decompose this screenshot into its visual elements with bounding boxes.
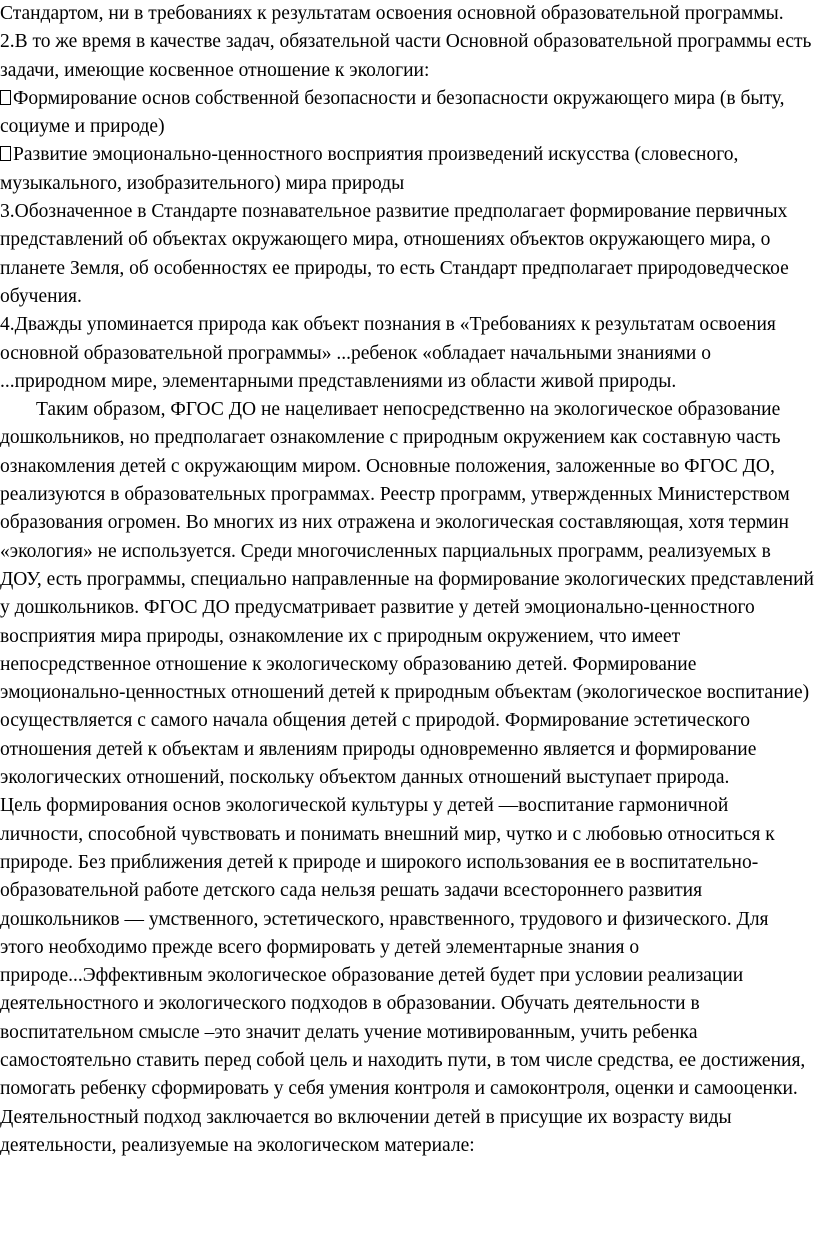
missing-glyph-bullet-icon [0, 146, 11, 161]
paragraph-conclusion: Таким образом, ФГОС ДО не нацеливает непосредственно на экологическое образование дошкольников, но предполагает ознакомление с природным окружением как составную часть ознакомления детей с окружающим миром. Основные положения, заложенные во ФГОС ДО, реализуются в образовательных программах. Реестр программ, утвержденных Министерством образования огромен. Во многих из них отражена и экологическая составляющая, хотя термин «экология» не используется. Среди многочисленных парциальных программ, реализуемых в ДОУ, есть программы, специально направленные на формирование экологических представлений у дошкольников. ФГОС ДО предусматривает развитие у детей эмоционально-ценностного восприятия мира природы, ознакомление их с природным окружением, что имеет непосредственное отношение к экологическому образованию детей. Формирование эмоционально-ценностных отношений детей к природным объектам (экологическое воспитание) осуществляется с самого начала общения детей с природой. Формирование эстетического отношения детей к объектам и явлениям природы одновременно является и формирование экологических отношений, поскольку объектом данных отношений выступает природа. [0, 399, 814, 789]
paragraph-item-4: 4.Дважды упоминается природа как объект познания в «Требованиях к результатам освоения основной образовательной программы» ...ребенок «обладает начальными знаниями о ...природном мире, элементарными представлениями из области живой природы. [0, 314, 776, 392]
paragraph-item-2: 2.В то же время в качестве задач, обязательной части Основной образовательной программы есть задачи, имеющие косвенное отношение к экологии: [0, 31, 812, 81]
bullet-item-perception [0, 141, 814, 198]
bullet-item-safety [0, 85, 814, 142]
bullet-item-safety-text: Формирование основ собственной безопасности и безопасности окружающего мира (в быту, социуме и природе) [0, 87, 785, 138]
missing-glyph-bullet-icon [0, 90, 11, 105]
paragraph-goal: Цель формирования основ экологической культуры у детей —воспитание гармоничной личности, способной чувствовать и понимать внешний мир, чутко и с любовью относиться к природе. Без приближения детей к природе и широкого использования ее в воспитательно-образовательной работе детского сада нельзя решать задачи всестороннего развития дошкольников — умственного, эстетического, нравственного, трудового и физического. Для этого необходимо прежде всего формировать у детей элементарные знания о природе...Эффективным экологическое образование детей будет при условии реализации деятельностного и экологического подходов в образовании. Обучать деятельности в воспитательном смысле –это значит делать учение мотивированным, учить ребенка самостоятельно ставить перед собой цель и находить пути, в том числе средства, ее достижения, помогать ребенку сформировать у себя умения контроля и самоконтроля, оценки и самооценки. Деятельностный подход заключается во включении детей в присущие их возрасту виды деятельности, реализуемые на экологическом материале: [0, 795, 806, 1156]
paragraph-item-3: 3.Обозначенное в Стандарте познавательное развитие предполагает формирование первичных представлений об объектах окружающего мира, отношениях объектов окружающего мира, о планете Земля, об особенностях ее природы, то есть Стандарт предполагает природоведческое обучения. [0, 201, 789, 307]
paragraph-continuation: Стандартом, ни в требованиях к результатам освоения основной образовательной программы. [0, 3, 784, 24]
bullet-item-perception-text: Развитие эмоционально-ценностного восприятия произведений искусства (словесного, музыкального, изобразительного) мира природы [0, 144, 739, 194]
